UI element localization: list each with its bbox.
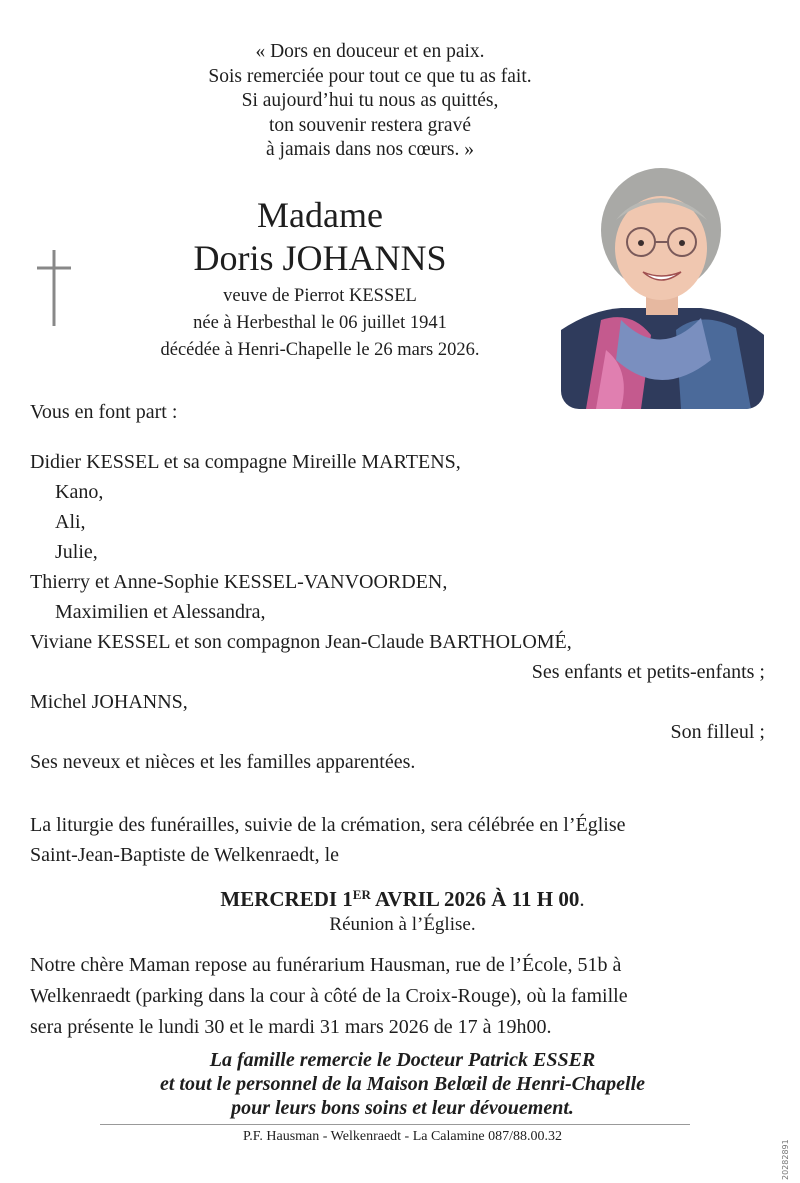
funeral-date xyxy=(30,880,775,914)
relatives-line: Ses neveux et nièces et les familles apparentées. xyxy=(30,751,416,773)
thanks-paragraph xyxy=(30,1048,775,1120)
portrait-illustration xyxy=(561,160,764,409)
funeral-day-prefix: MERCREDI 1 xyxy=(220,887,353,911)
liturgy-line: La liturgie des funérailles, suivie de la crémation, sera célébrée en l’Église xyxy=(30,814,626,836)
liturgy-paragraph xyxy=(30,810,775,870)
family-member: Viviane KESSEL et son compagnon Jean-Claude BARTHOLOMÉ, xyxy=(30,631,572,653)
poem-line: ton souvenir restera gravé xyxy=(269,114,471,136)
visitation-line: Notre chère Maman repose au funérarium Hausman, rue de l’École, 51b à xyxy=(30,954,622,976)
godson-name: Michel JOHANNS, xyxy=(30,691,188,713)
footer-divider xyxy=(100,1124,690,1125)
honorific-title: Madame xyxy=(257,195,383,235)
visitation-paragraph xyxy=(30,950,775,1043)
funeral-period: . xyxy=(579,887,585,911)
cross-icon xyxy=(34,248,74,328)
opening-poem xyxy=(150,40,590,163)
portrait-photo xyxy=(561,160,764,409)
family-member: Ali, xyxy=(55,511,86,533)
family-member: Kano, xyxy=(55,481,104,503)
funeral-day-suffix: AVRIL 2026 À 11 H 00 xyxy=(370,887,580,911)
visitation-line: Welkenraedt (parking dans la cour à côté de la Croix-Rouge), où la famille xyxy=(30,985,628,1007)
family-list xyxy=(30,447,775,777)
deceased-name: Doris JOHANNS xyxy=(193,238,447,278)
liturgy-line: Saint-Jean-Baptiste de Welkenraedt, le xyxy=(30,844,340,866)
children-label: Ses enfants et petits-enfants ; xyxy=(531,661,765,683)
family-member: Maximilien et Alessandra, xyxy=(55,601,266,623)
family-member: Julie, xyxy=(55,541,98,563)
poem-line: « Dors en douceur et en paix. xyxy=(255,41,485,62)
footer-credit: P.F. Hausman - Welkenraedt - La Calamine 087/88.00.32 xyxy=(242,1129,563,1144)
widow-of-line: veuve de Pierrot KESSEL xyxy=(223,286,417,306)
birth-line: née à Herbesthal le 06 juillet 1941 xyxy=(193,313,447,333)
meeting-line: Réunion à l’Église. xyxy=(329,914,476,935)
family-member: Thierry et Anne-Sophie KESSEL-VANVOORDEN, xyxy=(30,571,448,593)
poem-line: Si aujourd’hui tu nous as quittés, xyxy=(241,90,499,111)
poem-line: Sois remerciée pour tout ce que tu as fait. xyxy=(208,65,532,87)
side-reference-code: 20282891 xyxy=(781,1139,790,1180)
thanks-line: pour leurs bons soins et leur dévouement. xyxy=(231,1097,574,1119)
funeral-ordinal: ER xyxy=(352,887,371,902)
thanks-line: La famille remercie le Docteur Patrick ESSER xyxy=(209,1049,596,1071)
death-line: décédée à Henri-Chapelle le 26 mars 2026. xyxy=(160,340,480,360)
thanks-line: et tout le personnel de la Maison Belœil de Henri-Chapelle xyxy=(160,1073,645,1095)
announcement-line: Vous en font part : xyxy=(30,401,178,423)
visitation-line: sera présente le lundi 30 et le mardi 31 mars 2026 de 17 à 19h00. xyxy=(30,1016,552,1038)
poem-line: à jamais dans nos cœurs. » xyxy=(266,139,474,160)
godson-label: Son filleul ; xyxy=(670,721,765,743)
family-member: Didier KESSEL et sa compagne Mireille MARTENS, xyxy=(30,451,461,473)
